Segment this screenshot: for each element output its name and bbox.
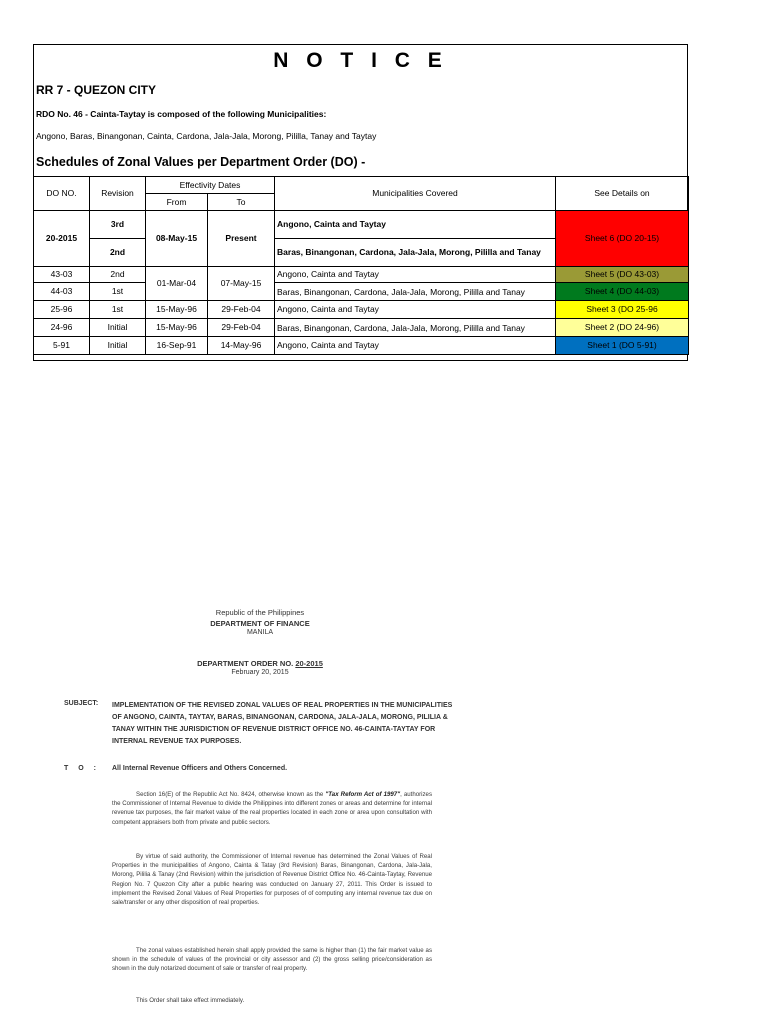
from-date: 16-Sep-91 bbox=[146, 337, 208, 355]
to-text: All Internal Revenue Officers and Others Concerned. bbox=[112, 765, 288, 772]
zonal-values-table bbox=[33, 176, 689, 355]
municipalities-covered: Angono, Cainta and Taytay bbox=[275, 267, 556, 283]
schedule-heading: Schedules of Zonal Values per Department Order (DO) - bbox=[36, 155, 366, 169]
revision: 3rd bbox=[90, 211, 146, 239]
republic-heading: Republic of the Philippines bbox=[215, 608, 305, 617]
municipalities-covered: Baras, Binangonan, Cardona, Jala-Jala, Morong, Pililla and Tanay bbox=[275, 239, 556, 267]
subject-label: SUBJECT: bbox=[64, 700, 99, 707]
header-to: To bbox=[208, 194, 275, 211]
notice-title: N O T I C E bbox=[273, 49, 448, 72]
municipalities-covered: Angono, Cainta and Taytay bbox=[275, 211, 556, 239]
from-date: 01-Mar-04 bbox=[146, 267, 208, 301]
header-from: From bbox=[146, 194, 208, 211]
municipalities-covered: Angono, Cainta and Taytay bbox=[275, 301, 556, 319]
table-row bbox=[34, 319, 689, 337]
to-date: 29-Feb-04 bbox=[208, 319, 275, 337]
sheet-link[interactable]: Sheet 1 (DO 5-91) bbox=[556, 337, 689, 355]
order-number-line bbox=[0, 659, 520, 668]
from-date: 15-May-96 bbox=[146, 301, 208, 319]
order-label: DEPARTMENT ORDER NO. bbox=[197, 659, 294, 668]
paragraph-1-after: , authorizes the Commissioner of Internal Revenue to divide the Philippines into different zones or areas and determine for internal revenue tax purposes, the fair market value of the real properties located in each zone or area upon consultation with competent appraisers both from private and public sectors. bbox=[112, 791, 432, 826]
sheet-link[interactable]: Sheet 3 (DO 25-96 bbox=[556, 301, 689, 319]
notice-panel bbox=[33, 44, 688, 361]
municipality-list: Angono, Baras, Binangonan, Cainta, Cardona, Jala-Jala, Morong, Pililla, Tanay and Taytay bbox=[36, 131, 377, 141]
to-date: 07-May-15 bbox=[208, 267, 275, 301]
to-date: 29-Feb-04 bbox=[208, 301, 275, 319]
table-row bbox=[34, 267, 689, 283]
subject-text: IMPLEMENTATION OF THE REVISED ZONAL VALUES OF REAL PROPERTIES IN THE MUNICIPALITIES OF ANGONO, CAINTA, TAYTAY, BARAS, BINANGONAN, CARDONA, JALA-JALA, MORONG, PILILIA & TANAY WITHIN THE JURISDICTION OF REVENUE DISTRICT OFFICE NO. 46-CAINTA-TAYTAY FOR INTERNAL REVENUE TAX PURPOSES. bbox=[112, 702, 453, 745]
department-heading: DEPARTMENT OF FINANCE bbox=[210, 619, 310, 628]
revision: Initial bbox=[90, 337, 146, 355]
revision: 1st bbox=[90, 301, 146, 319]
municipalities-covered: Baras, Binangonan, Cardona, Jala-Jala, Morong, Pililla and Tanay bbox=[275, 283, 556, 301]
order-date: February 20, 2015 bbox=[231, 669, 289, 676]
revision: 1st bbox=[90, 283, 146, 301]
paragraph-1 bbox=[112, 790, 432, 827]
do-number: 24-96 bbox=[34, 319, 90, 337]
table-row bbox=[34, 283, 689, 301]
municipalities-covered: Baras, Binangonan, Cardona, Jala-Jala, Morong, Pililla and Tanay bbox=[275, 319, 556, 337]
header-municipalities: Municipalities Covered bbox=[275, 177, 556, 211]
revision: 2nd bbox=[90, 239, 146, 267]
to-label: T O : bbox=[64, 765, 100, 772]
sheet-link[interactable]: Sheet 5 (DO 43-03) bbox=[556, 267, 689, 283]
header-do-no: DO NO. bbox=[34, 177, 90, 211]
sheet-link[interactable]: Sheet 2 (DO 24-96) bbox=[556, 319, 689, 337]
do-number: 25-96 bbox=[34, 301, 90, 319]
act-title: "Tax Reform Act of 1997" bbox=[325, 791, 401, 798]
to-date: Present bbox=[208, 211, 275, 267]
table-row bbox=[34, 301, 689, 319]
paragraph-1-before: Section 16(E) of the Republic Act No. 8424, otherwise known as the bbox=[136, 791, 326, 798]
header-details: See Details on bbox=[556, 177, 689, 211]
table-row bbox=[34, 337, 689, 355]
rdo-description: RDO No. 46 - Cainta-Taytay is composed of the following Municipalities: bbox=[36, 109, 327, 119]
paragraph-2: By virtue of said authority, the Commissioner of Internal revenue has determined the Zonal Values of Real Properties in the municipalities of Angono, Cainta & Tatay (3rd Revision) Baras, Binangonan, Cardona, Jala-Jala, Morong, Pililia & Tanay (2nd Revision) within the jurisdiction of Revenue District Office No. 46-Cainta-Taytay, Revenue Region No. 7 Quezon City after a public hearing was conducted on January 27, 2011. This Order is issued to implement the Revised Zonal Values of Real Properties for purposes of of computing any internal revenue tax due on sale/transfer or any other disposition of real properties. bbox=[112, 853, 432, 907]
revenue-region: RR 7 - QUEZON CITY bbox=[36, 83, 157, 97]
do-number: 43-03 bbox=[34, 267, 90, 283]
table-row bbox=[34, 211, 689, 239]
revision: 2nd bbox=[90, 267, 146, 283]
revision: Initial bbox=[90, 319, 146, 337]
header-effectivity: Effectivity Dates bbox=[146, 177, 275, 194]
do-number: 20-2015 bbox=[34, 211, 90, 267]
header-revision: Revision bbox=[90, 177, 146, 211]
city-heading: MANILA bbox=[246, 629, 274, 636]
sheet-link[interactable]: Sheet 6 (DO 20-15) bbox=[556, 211, 689, 267]
to-date: 14-May-96 bbox=[208, 337, 275, 355]
from-date: 08-May-15 bbox=[146, 211, 208, 267]
from-date: 15-May-96 bbox=[146, 319, 208, 337]
do-number: 44-03 bbox=[34, 283, 90, 301]
municipalities-covered: Angono, Cainta and Taytay bbox=[275, 337, 556, 355]
do-number: 5-91 bbox=[34, 337, 90, 355]
paragraph-3: The zonal values established herein shall apply provided the same is higher than (1) the fair market value as shown in the schedule of values of the provincial or city assessor and (2) the gross selling price/consideration as shown in the duly notarized document of sale or transfer of real property. bbox=[112, 947, 432, 973]
paragraph-4: This Order shall take effect immediately. bbox=[136, 997, 245, 1004]
sheet-link[interactable]: Sheet 4 (DO 44-03) bbox=[556, 283, 689, 301]
order-number: 20-2015 bbox=[295, 659, 323, 668]
table-header-row bbox=[34, 177, 689, 194]
